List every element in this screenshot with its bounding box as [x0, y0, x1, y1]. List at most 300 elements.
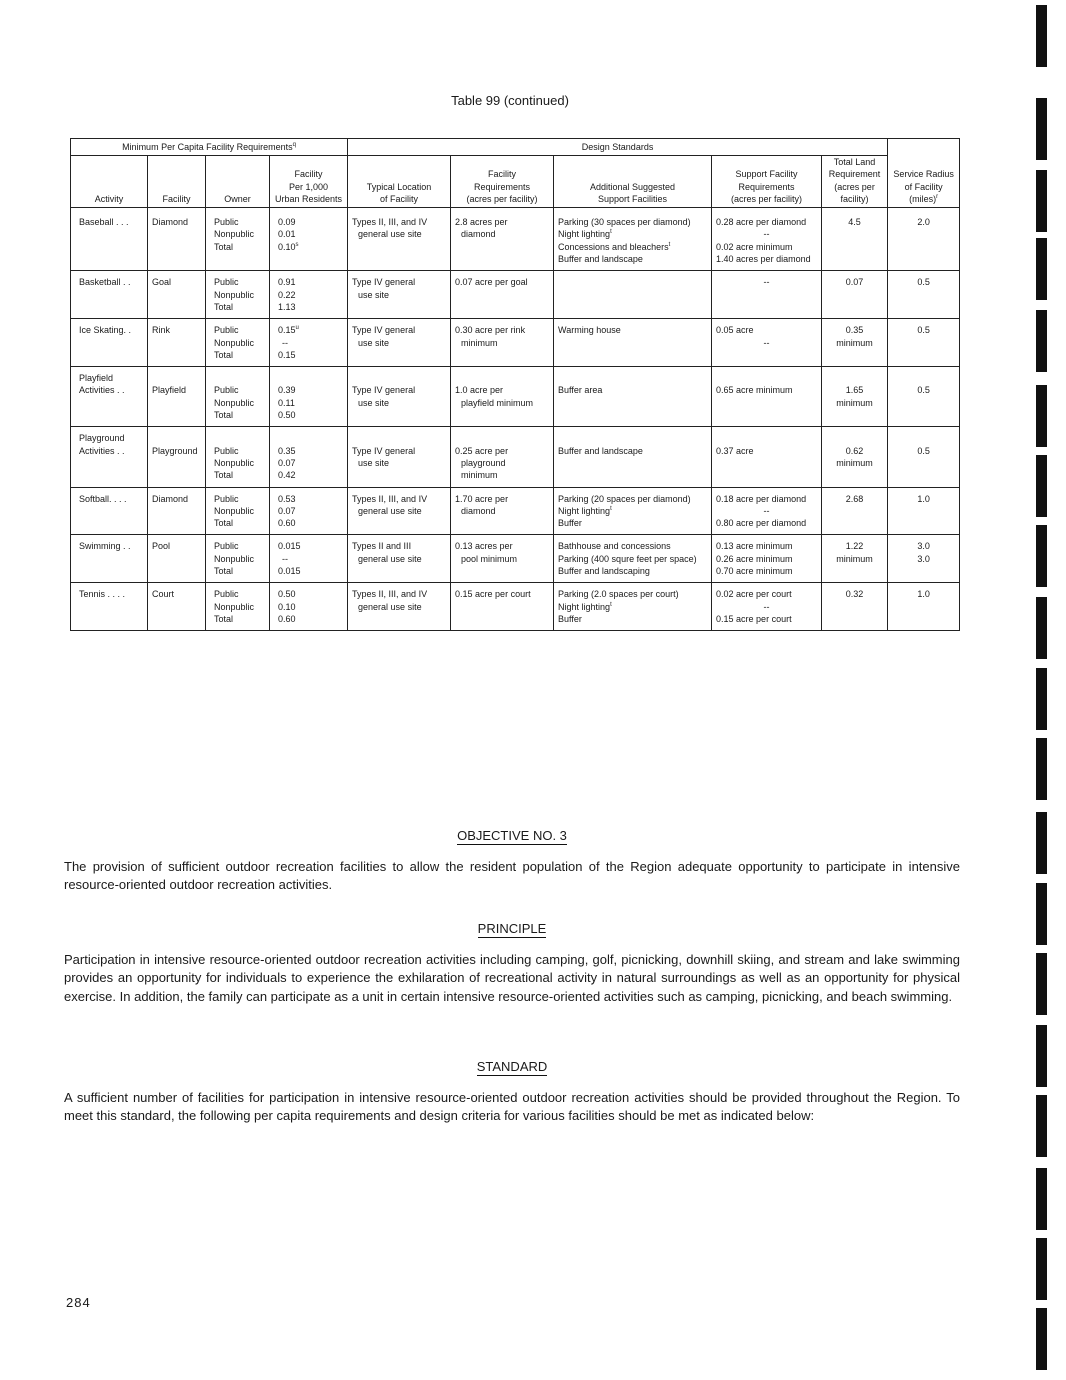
facility-cell	[148, 367, 206, 427]
cell-line	[274, 181, 343, 193]
cell-text: Buffer and landscape	[558, 445, 643, 456]
cell-text: Type IV general	[352, 445, 416, 456]
cell-line	[352, 337, 446, 349]
cell-line	[79, 384, 143, 396]
facility-cell	[148, 208, 206, 271]
cell-line	[214, 601, 265, 613]
cell-line	[210, 193, 265, 205]
cell-line	[716, 216, 817, 228]
cell-text: 0.07	[278, 505, 296, 516]
cell-text: Facility	[162, 193, 191, 204]
header-facility-requirements	[451, 156, 554, 208]
cell-line	[278, 241, 343, 253]
cell-text: Basketball . .	[79, 277, 131, 288]
cell-line	[274, 168, 343, 180]
cell-line	[352, 457, 446, 469]
per-1000-cell	[270, 271, 348, 319]
cell-text: Parking (2.0 spaces per court)	[558, 589, 679, 600]
cell-line	[826, 216, 883, 228]
cell-line	[152, 384, 201, 396]
cell-text: Type IV general	[352, 325, 416, 336]
table-container	[70, 138, 959, 631]
header-service-radius	[888, 156, 960, 208]
cell-text: 0.15 acre per court	[716, 613, 792, 624]
requirements-cell	[451, 367, 554, 427]
cell-line	[214, 588, 265, 600]
owner-cell	[206, 208, 270, 271]
cell-text: 0.42	[278, 470, 296, 481]
cell-line	[826, 193, 883, 205]
cell-line	[278, 553, 343, 565]
cell-text: 0.60	[278, 613, 296, 624]
cell-line	[352, 601, 446, 613]
cell-text: 0.5	[917, 445, 930, 456]
support-facilities-cell	[554, 271, 712, 319]
cell-line	[558, 193, 707, 205]
owner-cell	[206, 487, 270, 535]
location-cell	[348, 319, 451, 367]
cell-line	[716, 540, 817, 552]
cell-text: 0.62	[845, 445, 864, 456]
cell-line	[455, 432, 549, 444]
cell-line	[352, 397, 446, 409]
cell-line	[455, 493, 549, 505]
table-title: Table 99 (continued)	[451, 93, 569, 108]
cell-line	[152, 540, 201, 552]
cell-line	[214, 445, 265, 457]
cell-line	[558, 553, 707, 565]
cell-line	[716, 181, 817, 193]
cell-text: Parking (400 squre feet per space)	[558, 553, 697, 564]
cell-text: use site	[358, 337, 390, 348]
footnote-marker: q	[292, 141, 296, 148]
owner-cell	[206, 583, 270, 631]
cell-line	[558, 216, 707, 228]
cell-line	[716, 432, 817, 444]
min-per-capita-group-header	[71, 139, 348, 156]
cell-line	[716, 193, 817, 205]
cell-text: 1.0 acre per	[455, 385, 504, 396]
header-owner	[206, 156, 270, 208]
cell-line	[352, 276, 446, 288]
cell-line	[79, 372, 143, 384]
cell-line	[352, 445, 446, 457]
cell-text: of Facility	[904, 181, 943, 192]
cell-text: 0.39	[278, 385, 296, 396]
edge-mark	[1036, 5, 1047, 67]
cell-text: Public	[214, 589, 239, 600]
cell-text: --	[763, 337, 770, 348]
location-cell	[348, 208, 451, 271]
cell-line	[278, 432, 343, 444]
cell-line	[278, 565, 343, 577]
cell-line	[278, 540, 343, 552]
cell-text: Total	[214, 470, 234, 481]
cell-line	[214, 553, 265, 565]
support-facilities-cell	[554, 319, 712, 367]
cell-text: --	[763, 601, 770, 612]
cell-line	[152, 432, 201, 444]
cell-text: Owner	[224, 193, 251, 204]
cell-line	[214, 457, 265, 469]
scan-edge-marks	[1036, 0, 1050, 1380]
service-radius-cell	[888, 319, 960, 367]
cell-line	[455, 553, 549, 565]
location-cell	[348, 427, 451, 487]
cell-line	[214, 469, 265, 481]
edge-mark	[1036, 525, 1047, 587]
cell-text: 0.25 acre per	[455, 445, 509, 456]
cell-line	[716, 324, 817, 336]
edge-mark	[1036, 1168, 1047, 1230]
cell-text: Total	[214, 613, 234, 624]
cell-text: Activities . .	[79, 385, 125, 396]
cell-text: 0.5	[917, 385, 930, 396]
cell-line	[455, 445, 549, 457]
edge-mark	[1036, 98, 1047, 160]
cell-line	[352, 289, 446, 301]
service-radius-cell	[888, 271, 960, 319]
cell-text: Diamond	[152, 217, 189, 228]
cell-line	[152, 445, 201, 457]
support-requirements-cell	[712, 583, 822, 631]
cell-line	[278, 276, 343, 288]
cell-text: Support Facility	[735, 169, 798, 180]
cell-line	[892, 384, 955, 396]
cell-text: 3.0	[917, 553, 930, 564]
total-land-cell	[822, 319, 888, 367]
table-row	[71, 487, 960, 535]
cell-text: 0.09	[278, 217, 296, 228]
cell-line	[278, 601, 343, 613]
cell-line	[716, 601, 817, 613]
cell-text: Nonpublic	[214, 505, 255, 516]
cell-text: 1.40 acres per diamond	[716, 254, 811, 265]
total-land-cell	[822, 427, 888, 487]
cell-line	[826, 493, 883, 505]
per-1000-cell	[270, 583, 348, 631]
total-land-cell	[822, 583, 888, 631]
edge-mark	[1036, 455, 1047, 517]
cell-line	[558, 372, 707, 384]
cell-line	[716, 228, 817, 240]
service-radius-cell	[888, 535, 960, 583]
location-cell	[348, 535, 451, 583]
support-facilities-cell	[554, 367, 712, 427]
cell-text: 0.26 acre minimum	[716, 553, 793, 564]
cell-line	[152, 193, 201, 205]
table-row	[71, 319, 960, 367]
cell-text: Playfield	[152, 385, 187, 396]
min-per-capita-group-label: Minimum Per Capita Facility Requirements	[122, 141, 293, 152]
header-activity	[71, 156, 148, 208]
facility-cell	[148, 583, 206, 631]
requirements-cell	[451, 427, 554, 487]
cell-line	[352, 493, 446, 505]
cell-text: minimum	[836, 397, 873, 408]
activity-cell	[71, 487, 148, 535]
table-row	[71, 427, 960, 487]
cell-line	[352, 193, 446, 205]
cell-text: 0.60	[278, 518, 296, 529]
cell-line	[716, 241, 817, 253]
cell-line	[278, 469, 343, 481]
cell-line	[826, 588, 883, 600]
cell-text: Ice Skating. .	[79, 325, 132, 336]
cell-text: Public	[214, 277, 239, 288]
cell-text: 2.0	[917, 217, 930, 228]
cell-line	[716, 276, 817, 288]
cell-line	[892, 216, 955, 228]
cell-text: Diamond	[152, 493, 189, 504]
cell-text: Types II, III, and IV	[352, 493, 428, 504]
cell-text: Total	[214, 518, 234, 529]
owner-cell	[206, 535, 270, 583]
edge-mark	[1036, 1238, 1047, 1300]
cell-text: 0.15	[278, 325, 296, 336]
cell-line	[278, 517, 343, 529]
cell-line	[214, 324, 265, 336]
cell-text: minimum	[461, 337, 498, 348]
cell-line	[352, 553, 446, 565]
cell-text: Urban Residents	[274, 193, 343, 204]
cell-text: Baseball . . .	[79, 217, 129, 228]
support-requirements-cell	[712, 427, 822, 487]
cell-text: --	[282, 337, 288, 348]
cell-line	[352, 228, 446, 240]
cell-line	[716, 445, 817, 457]
cell-line	[278, 349, 343, 361]
cell-line	[826, 445, 883, 457]
cell-text: general use site	[358, 229, 422, 240]
cell-line	[214, 337, 265, 349]
cell-line	[826, 337, 883, 349]
cell-line	[892, 540, 955, 552]
cell-text: Nonpublic	[214, 289, 255, 300]
cell-line	[152, 493, 201, 505]
per-1000-cell	[270, 319, 348, 367]
edge-mark	[1036, 883, 1047, 945]
cell-line	[79, 324, 143, 336]
standard-heading-text: STANDARD	[476, 1059, 548, 1074]
cell-text: Buffer	[558, 518, 582, 529]
cell-line	[716, 253, 817, 265]
cell-text: playground	[461, 457, 506, 468]
cell-text: Types II and III	[352, 541, 412, 552]
cell-line	[892, 432, 955, 444]
cell-text: minimum	[836, 457, 873, 468]
cell-line	[79, 276, 143, 288]
facility-cell	[148, 319, 206, 367]
cell-text: Playfield	[79, 373, 114, 384]
cell-text: 0.37 acre	[716, 445, 754, 456]
cell-line	[79, 216, 143, 228]
cell-text: --	[763, 277, 770, 288]
footnote-marker: t	[610, 601, 612, 608]
cell-text: 1.0	[917, 589, 930, 600]
cell-text: 0.28 acre per diamond	[716, 217, 807, 228]
cell-text: Public	[214, 541, 239, 552]
cell-line	[278, 505, 343, 517]
cell-line	[214, 349, 265, 361]
cell-line	[79, 432, 143, 444]
cell-line	[352, 432, 446, 444]
cell-text: 0.13 acre minimum	[716, 541, 793, 552]
cell-line	[278, 324, 343, 336]
cell-line	[558, 588, 707, 600]
cell-text: 0.35	[278, 445, 296, 456]
cell-line	[455, 588, 549, 600]
activity-cell	[71, 427, 148, 487]
cell-line	[214, 493, 265, 505]
cell-text: 2.8 acres per	[455, 217, 508, 228]
cell-line	[455, 372, 549, 384]
cell-line	[716, 565, 817, 577]
cell-text: Total	[214, 301, 234, 312]
cell-text: Public	[214, 385, 239, 396]
cell-line	[152, 372, 201, 384]
cell-line	[826, 156, 883, 168]
header-service-radius-text	[892, 168, 955, 205]
cell-line	[558, 432, 707, 444]
cell-text: 0.15 acre per court	[455, 589, 531, 600]
cell-text: general use site	[358, 601, 422, 612]
cell-text: (acres per facility)	[731, 193, 803, 204]
cell-line	[892, 193, 955, 205]
cell-text: 0.01	[278, 229, 296, 240]
cell-line	[278, 384, 343, 396]
principle-heading-text: PRINCIPLE	[477, 921, 547, 936]
cell-line	[214, 276, 265, 288]
cell-text: --	[282, 553, 288, 564]
cell-line	[558, 505, 707, 517]
cell-text: Support Facilities	[598, 193, 668, 204]
principle-section	[64, 921, 960, 1006]
cell-text: 0.65 acre minimum	[716, 385, 793, 396]
support-facilities-cell	[554, 535, 712, 583]
cell-line	[455, 168, 549, 180]
edge-mark	[1036, 953, 1047, 1015]
cell-text: 0.07	[278, 457, 296, 468]
cell-text: --	[763, 505, 770, 516]
cell-text: use site	[358, 289, 390, 300]
cell-line	[75, 193, 143, 205]
cell-line	[716, 588, 817, 600]
cell-text: Nonpublic	[214, 601, 255, 612]
cell-line	[352, 216, 446, 228]
cell-text: Playground	[79, 433, 125, 444]
support-facilities-cell	[554, 487, 712, 535]
cell-text: 0.80 acre per diamond	[716, 518, 807, 529]
cell-text: Typical Location	[366, 181, 432, 192]
cell-line	[278, 397, 343, 409]
activity-cell	[71, 535, 148, 583]
cell-text: 0.5	[917, 325, 930, 336]
cell-text: Night lighting	[558, 601, 611, 612]
cell-text: Warming house	[558, 325, 621, 336]
cell-text: Requirement	[828, 169, 881, 180]
header-radius-top-spacer	[888, 139, 960, 156]
cell-text: Nonpublic	[214, 337, 255, 348]
total-land-cell	[822, 208, 888, 271]
cell-line	[892, 324, 955, 336]
cell-text: 2.68	[845, 493, 864, 504]
cell-line	[826, 276, 883, 288]
cell-line	[826, 397, 883, 409]
cell-line	[278, 372, 343, 384]
cell-line	[352, 372, 446, 384]
design-standards-group-header	[348, 139, 888, 156]
owner-cell	[206, 367, 270, 427]
cell-line	[278, 588, 343, 600]
cell-text: of Facility	[380, 193, 419, 204]
cell-line	[716, 384, 817, 396]
header-facility	[148, 156, 206, 208]
cell-text: Pool	[152, 541, 171, 552]
cell-text: Nonpublic	[214, 229, 255, 240]
service-radius-cell	[888, 427, 960, 487]
cell-text: Softball. . . .	[79, 493, 127, 504]
support-requirements-cell	[712, 319, 822, 367]
requirements-cell	[451, 319, 554, 367]
standard-text: A sufficient number of facilities for participation in intensive resource-oriented outdoor recreation activities should be provided throughout the Region. To meet this standard, the following per capita requirements and design criteria for various facilities should be met as indicated below:	[64, 1090, 960, 1124]
requirements-cell	[451, 487, 554, 535]
cell-text: Requirements	[474, 181, 531, 192]
cell-text: 0.30 acre per rink	[455, 325, 526, 336]
cell-text: 0.10	[278, 241, 296, 252]
cell-line	[455, 540, 549, 552]
cell-text: 0.32	[845, 589, 864, 600]
standard-section	[64, 1059, 960, 1126]
edge-mark	[1036, 668, 1047, 730]
location-cell	[348, 367, 451, 427]
cell-text: Parking (30 spaces per diamond)	[558, 217, 691, 228]
cell-text: (acres per	[834, 181, 875, 192]
cell-text: 0.53	[278, 493, 296, 504]
cell-text: 0.70 acre minimum	[716, 566, 793, 577]
cell-line	[558, 253, 707, 265]
per-1000-cell	[270, 535, 348, 583]
cell-line	[352, 505, 446, 517]
cell-text: 0.015	[278, 541, 301, 552]
cell-text: Night lighting	[558, 229, 611, 240]
cell-text: 1.13	[278, 301, 296, 312]
cell-line	[214, 216, 265, 228]
cell-line	[214, 565, 265, 577]
support-requirements-cell	[712, 208, 822, 271]
cell-line	[558, 445, 707, 457]
activity-cell	[71, 367, 148, 427]
footnote-marker: t	[610, 505, 612, 512]
table-body	[71, 208, 960, 631]
cell-line	[892, 181, 955, 193]
support-requirements-cell	[712, 271, 822, 319]
cell-text: 0.50	[278, 589, 296, 600]
cell-text: Type IV general	[352, 277, 416, 288]
cell-text: 1.0	[917, 493, 930, 504]
cell-line	[278, 493, 343, 505]
cell-text: Additional Suggested	[589, 181, 676, 192]
cell-line	[278, 409, 343, 421]
table-row	[71, 535, 960, 583]
cell-text: Per 1,000	[289, 181, 329, 192]
cell-line	[826, 384, 883, 396]
cell-text: 1.65	[845, 385, 864, 396]
edge-mark	[1036, 1025, 1047, 1087]
cell-text: diamond	[461, 505, 496, 516]
cell-line	[716, 372, 817, 384]
cell-text: Total	[214, 241, 234, 252]
